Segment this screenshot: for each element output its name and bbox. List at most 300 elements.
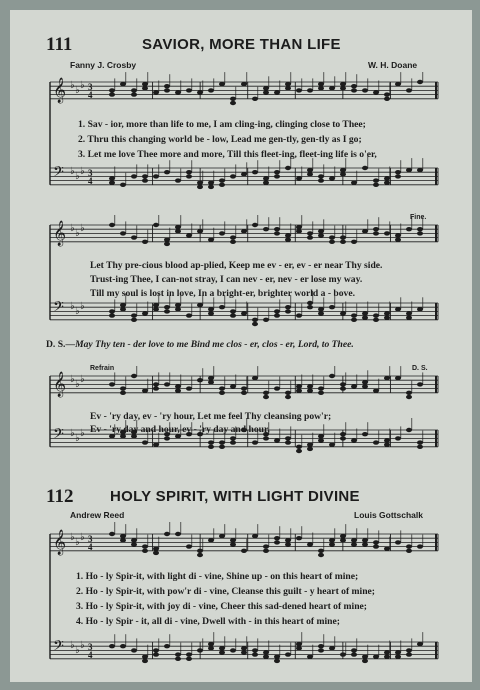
note-head: [384, 655, 390, 659]
note-head: [274, 309, 280, 313]
note-head: [318, 434, 324, 438]
note-head: [351, 181, 357, 185]
note-head: [362, 316, 368, 320]
note-head: [318, 311, 324, 315]
note-head: [384, 650, 390, 654]
note-head: [219, 183, 225, 187]
note-head: [131, 235, 137, 239]
note-head: [164, 238, 170, 242]
note-head: [417, 440, 423, 444]
note-head: [307, 301, 313, 305]
note-head: [230, 542, 236, 546]
note-head: [373, 440, 379, 444]
note-head: [153, 303, 159, 307]
music-system: [10, 215, 472, 355]
note-head: [219, 82, 225, 86]
note-head: [186, 386, 192, 390]
note-head: [384, 376, 390, 380]
note-head: [285, 395, 291, 399]
music-system: [10, 522, 472, 682]
time-signature: 3: [88, 642, 93, 652]
note-head: [340, 652, 346, 656]
note-head: [406, 391, 412, 395]
verse-line: 2. Ho - ly Spir-it, with pow'r di - vine, Cleanse this guilt - y heart of mine;: [76, 586, 375, 597]
note-head: [186, 233, 192, 237]
note-head: [296, 449, 302, 453]
flat-icon: ♭: [80, 428, 85, 439]
note-head: [384, 316, 390, 320]
note-head: [241, 646, 247, 650]
note-head: [263, 227, 269, 231]
note-head: [131, 313, 137, 317]
note-head: [131, 174, 137, 178]
flat-icon: ♭: [80, 301, 85, 312]
hymn-number: 112: [46, 486, 74, 507]
note-head: [274, 536, 280, 540]
note-head: [164, 242, 170, 246]
note-head: [329, 646, 335, 650]
note-head: [395, 174, 401, 178]
note-head: [373, 178, 379, 182]
note-head: [131, 538, 137, 542]
note-head: [109, 309, 115, 313]
note-head: [208, 185, 214, 189]
note-head: [318, 391, 324, 395]
note-head: [373, 90, 379, 94]
note-head: [252, 318, 258, 322]
refrain-label: Refrain: [90, 365, 115, 372]
note-head: [318, 549, 324, 553]
note-head: [230, 309, 236, 313]
note-head: [384, 97, 390, 101]
note-head: [142, 174, 148, 178]
note-head: [285, 86, 291, 90]
note-head: [164, 382, 170, 386]
note-head: [230, 440, 236, 444]
note-head: [252, 376, 258, 380]
note-head: [208, 440, 214, 444]
flat-icon: ♭: [70, 640, 75, 651]
note-head: [120, 231, 126, 235]
note-head: [263, 181, 269, 185]
note-head: [208, 538, 214, 542]
staff-notation: [10, 215, 472, 355]
note-head: [230, 101, 236, 105]
note-head: [417, 445, 423, 449]
time-signature: 3: [88, 82, 93, 92]
refrain-line: Ev - 'ry day and hour, ev - 'ry day and hour,: [90, 424, 270, 435]
note-head: [351, 538, 357, 542]
note-head: [153, 547, 159, 551]
note-head: [219, 646, 225, 650]
note-head: [307, 168, 313, 172]
note-head: [197, 378, 203, 382]
note-head: [153, 382, 159, 386]
verse-line: 3. Ho - ly Spir-it, with joy di - vine, Cheer this sad-dened heart of mine;: [76, 601, 368, 612]
note-head: [274, 170, 280, 174]
lyricist: Fanny J. Crosby: [70, 60, 137, 70]
note-head: [164, 84, 170, 88]
note-head: [131, 648, 137, 652]
composer: W. H. Doane: [368, 60, 418, 70]
note-head: [131, 88, 137, 92]
note-head: [109, 532, 115, 536]
note-head: [263, 391, 269, 395]
note-head: [109, 181, 115, 185]
note-head: [362, 542, 368, 546]
hymnal-page: [10, 10, 472, 682]
note-head: [120, 303, 126, 307]
note-head: [351, 313, 357, 317]
lyricist: Andrew Reed: [70, 510, 125, 520]
note-head: [318, 82, 324, 86]
note-head: [175, 225, 181, 229]
note-head: [340, 382, 346, 386]
ds-text: May Thy ten - der love to me Bind me clos - er, clos - er, Lord, to Thee.: [75, 339, 354, 350]
note-head: [417, 80, 423, 84]
note-head: [318, 174, 324, 178]
bass-clef-icon: 𝄢: [53, 299, 64, 319]
note-head: [219, 650, 225, 654]
note-head: [329, 374, 335, 378]
note-head: [340, 86, 346, 90]
note-head: [230, 97, 236, 101]
flat-icon: ♭: [70, 223, 75, 234]
note-head: [241, 172, 247, 176]
note-head: [384, 547, 390, 551]
note-head: [285, 233, 291, 237]
note-head: [362, 229, 368, 233]
note-head: [296, 313, 302, 317]
note-head: [175, 384, 181, 388]
verse-line: Trust-ing Thee, I can-not stray, I can nev - er, nev - er lose my way.: [90, 274, 363, 285]
note-head: [406, 88, 412, 92]
hymn-title: HOLY SPIRIT, WITH LIGHT DIVINE: [110, 488, 360, 505]
note-head: [406, 549, 412, 553]
flat-icon: ♭: [75, 537, 80, 548]
note-head: [307, 172, 313, 176]
note-head: [219, 445, 225, 449]
note-head: [175, 303, 181, 307]
flat-icon: ♭: [75, 228, 80, 239]
note-head: [230, 436, 236, 440]
note-head: [109, 382, 115, 386]
note-head: [285, 538, 291, 542]
note-head: [153, 443, 159, 447]
note-head: [142, 178, 148, 182]
note-head: [406, 227, 412, 231]
time-signature: 4: [88, 90, 93, 100]
note-head: [230, 384, 236, 388]
note-head: [142, 389, 148, 393]
note-head: [307, 542, 313, 546]
note-head: [307, 384, 313, 388]
note-head: [208, 88, 214, 92]
note-head: [131, 92, 137, 96]
note-head: [252, 97, 258, 101]
note-head: [285, 652, 291, 656]
note-head: [274, 231, 280, 235]
note-head: [263, 86, 269, 90]
note-head: [109, 644, 115, 648]
note-head: [142, 549, 148, 553]
note-head: [219, 178, 225, 182]
note-head: [120, 82, 126, 86]
note-head: [296, 225, 302, 229]
note-head: [164, 644, 170, 648]
note-head: [142, 544, 148, 548]
note-head: [340, 534, 346, 538]
note-head: [230, 174, 236, 178]
flat-icon: ♭: [75, 379, 80, 390]
note-head: [197, 229, 203, 233]
note-head: [197, 648, 203, 652]
note-head: [340, 235, 346, 239]
time-signature: 4: [88, 650, 93, 660]
note-head: [362, 166, 368, 170]
note-head: [197, 303, 203, 307]
note-head: [263, 176, 269, 180]
treble-clef-icon: 𝄞: [53, 221, 67, 246]
note-head: [373, 227, 379, 231]
treble-clef-icon: 𝄞: [53, 78, 67, 103]
note-head: [329, 542, 335, 546]
note-head: [120, 538, 126, 542]
note-head: [406, 652, 412, 656]
note-head: [351, 240, 357, 244]
note-head: [406, 168, 412, 172]
note-head: [131, 318, 137, 322]
note-head: [241, 391, 247, 395]
flat-icon: ♭: [80, 223, 85, 234]
note-head: [274, 313, 280, 317]
note-head: [120, 644, 126, 648]
note-head: [395, 540, 401, 544]
note-head: [296, 646, 302, 650]
note-head: [362, 88, 368, 92]
note-head: [142, 86, 148, 90]
note-head: [340, 172, 346, 176]
note-head: [263, 436, 269, 440]
note-head: [307, 231, 313, 235]
note-head: [395, 170, 401, 174]
note-head: [186, 313, 192, 317]
note-head: [417, 227, 423, 231]
note-head: [395, 650, 401, 654]
note-head: [120, 386, 126, 390]
note-head: [142, 659, 148, 663]
flat-icon: ♭: [75, 645, 80, 656]
note-head: [351, 652, 357, 656]
note-head: [351, 542, 357, 546]
note-head: [373, 313, 379, 317]
note-head: [406, 428, 412, 432]
note-head: [395, 655, 401, 659]
note-head: [153, 223, 159, 227]
note-head: [153, 652, 159, 656]
refrain-line: Ev - 'ry day, ev - 'ry hour, Let me feel Thy cleansing pow'r;: [90, 411, 332, 422]
note-head: [175, 652, 181, 656]
note-head: [230, 235, 236, 239]
fine-label: Fine.: [410, 214, 427, 221]
verse-line: 3. Let me love Thee more and more, Till this fleet-ing, fleet-ing life is o'er,: [78, 149, 377, 160]
note-head: [351, 88, 357, 92]
note-head: [263, 90, 269, 94]
flat-icon: ♭: [70, 374, 75, 385]
verse-line: 2. Thru this changing world be - low, Lead me gen-tly, gen-tly as I go;: [78, 134, 362, 145]
note-head: [384, 181, 390, 185]
flat-icon: ♭: [75, 306, 80, 317]
note-head: [186, 88, 192, 92]
note-head: [296, 536, 302, 540]
note-head: [340, 82, 346, 86]
treble-clef-icon: 𝄞: [53, 530, 67, 555]
verse-line: Let Thy pre-cious blood ap-plied, Keep me ev - er, ev - er near Thy side.: [90, 260, 383, 271]
note-head: [329, 538, 335, 542]
note-head: [164, 88, 170, 92]
note-head: [219, 534, 225, 538]
note-head: [285, 542, 291, 546]
flat-icon: ♭: [80, 640, 85, 651]
note-head: [296, 176, 302, 180]
note-head: [219, 386, 225, 390]
note-head: [285, 238, 291, 242]
note-head: [175, 90, 181, 94]
note-head: [230, 240, 236, 244]
ds-line: [46, 339, 354, 350]
note-head: [109, 313, 115, 317]
time-signature: 4: [88, 176, 93, 186]
note-head: [219, 440, 225, 444]
note-head: [142, 655, 148, 659]
note-head: [252, 440, 258, 444]
note-head: [109, 223, 115, 227]
note-head: [241, 311, 247, 315]
verse-line: 1. Ho - ly Spir-it, with light di - vine, Shine up - on this heart of mine;: [76, 571, 359, 582]
note-head: [373, 389, 379, 393]
note-head: [230, 538, 236, 542]
note-head: [153, 90, 159, 94]
note-head: [329, 305, 335, 309]
note-head: [274, 659, 280, 663]
note-head: [351, 318, 357, 322]
note-head: [109, 88, 115, 92]
note-head: [274, 174, 280, 178]
note-head: [384, 92, 390, 96]
note-head: [164, 532, 170, 536]
flat-icon: ♭: [70, 532, 75, 543]
note-head: [120, 183, 126, 187]
composer: Louis Gottschalk: [354, 510, 423, 520]
note-head: [186, 652, 192, 656]
note-head: [329, 240, 335, 244]
note-head: [296, 88, 302, 92]
hymn-number: 111: [46, 34, 73, 55]
note-head: [395, 376, 401, 380]
note-head: [241, 549, 247, 553]
note-head: [362, 655, 368, 659]
note-head: [241, 229, 247, 233]
note-head: [395, 238, 401, 242]
note-head: [230, 313, 236, 317]
note-head: [307, 389, 313, 393]
note-head: [274, 655, 280, 659]
note-head: [406, 316, 412, 320]
note-head: [197, 549, 203, 553]
note-head: [318, 438, 324, 442]
note-head: [208, 307, 214, 311]
note-head: [296, 229, 302, 233]
note-head: [362, 659, 368, 663]
note-head: [340, 436, 346, 440]
note-head: [406, 544, 412, 548]
note-head: [373, 231, 379, 235]
note-head: [285, 166, 291, 170]
flat-icon: ♭: [80, 532, 85, 543]
note-head: [285, 436, 291, 440]
note-head: [318, 553, 324, 557]
note-head: [186, 544, 192, 548]
note-head: [406, 395, 412, 399]
note-head: [197, 90, 203, 94]
bass-clef-icon: 𝄢: [53, 426, 64, 446]
note-head: [296, 445, 302, 449]
note-head: [120, 534, 126, 538]
note-head: [340, 386, 346, 390]
note-head: [186, 174, 192, 178]
note-head: [219, 391, 225, 395]
note-head: [142, 82, 148, 86]
note-head: [263, 650, 269, 654]
note-head: [252, 648, 258, 652]
note-head: [406, 311, 412, 315]
note-head: [307, 305, 313, 309]
flat-icon: ♭: [80, 80, 85, 91]
note-head: [208, 380, 214, 384]
flat-icon: ♭: [75, 171, 80, 182]
note-head: [263, 318, 269, 322]
ds-label: D. S.: [412, 365, 428, 372]
note-head: [285, 82, 291, 86]
note-head: [384, 311, 390, 315]
note-head: [153, 386, 159, 390]
note-head: [318, 233, 324, 237]
note-head: [395, 307, 401, 311]
note-head: [340, 538, 346, 542]
flat-icon: ♭: [70, 166, 75, 177]
note-head: [109, 92, 115, 96]
note-head: [142, 440, 148, 444]
flat-icon: ♭: [75, 85, 80, 96]
note-head: [153, 648, 159, 652]
note-head: [351, 384, 357, 388]
note-head: [208, 181, 214, 185]
note-head: [175, 389, 181, 393]
flat-icon: ♭: [70, 80, 75, 91]
note-head: [417, 544, 423, 548]
note-head: [318, 648, 324, 652]
note-head: [296, 389, 302, 393]
note-head: [351, 84, 357, 88]
note-head: [362, 432, 368, 436]
note-head: [175, 657, 181, 661]
note-head: [384, 443, 390, 447]
note-head: [175, 307, 181, 311]
note-head: [208, 376, 214, 380]
bass-clef-icon: 𝄢: [53, 164, 64, 184]
note-head: [318, 307, 324, 311]
note-head: [307, 447, 313, 451]
